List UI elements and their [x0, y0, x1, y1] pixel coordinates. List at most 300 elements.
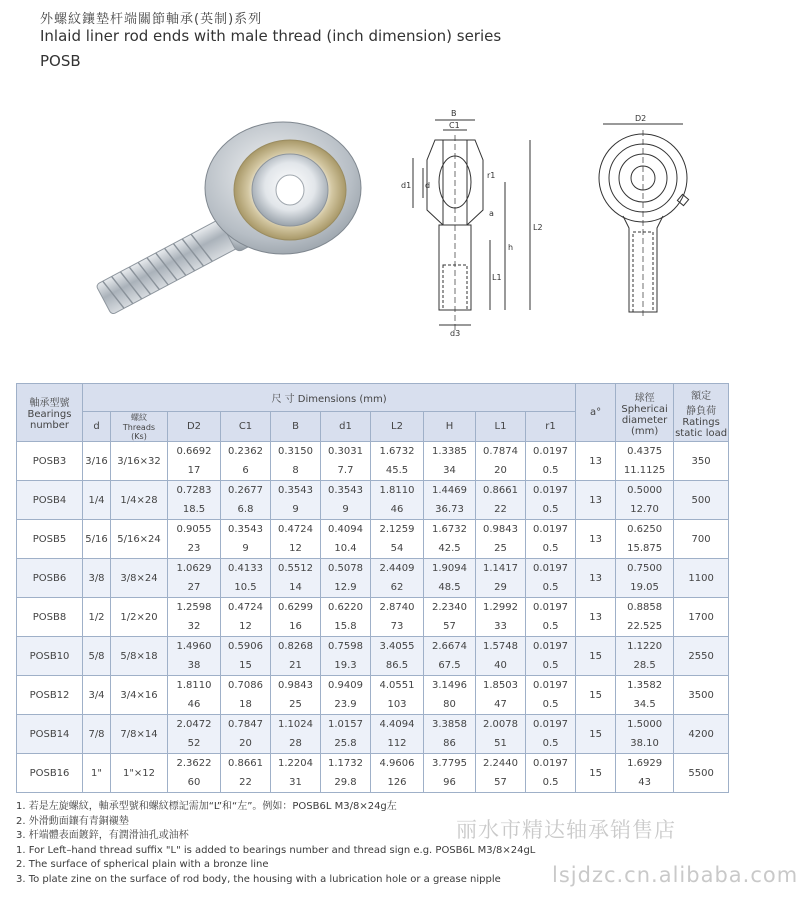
value-mm: 126 — [387, 777, 407, 788]
cell-spherical-diameter — [616, 676, 674, 715]
value-inch: 0.3543 — [278, 485, 313, 496]
value-mm: 60 — [187, 777, 201, 788]
cell-c1 — [221, 442, 271, 481]
cell-spherical-diameter — [616, 442, 674, 481]
dim-label-c1: C1 — [449, 121, 460, 130]
value-inch: 1.8110 — [379, 485, 415, 496]
value-mm: 12.9 — [334, 582, 357, 593]
value-inch: 2.6674 — [432, 641, 467, 652]
cell-c1 — [221, 676, 271, 715]
cell-thread: 5/8×18 — [111, 637, 168, 676]
cell-spherical-diameter — [616, 637, 674, 676]
cell-model: POSB16 — [17, 754, 83, 793]
cell-b — [271, 637, 321, 676]
cell-r1 — [526, 715, 576, 754]
cell-l2 — [371, 598, 424, 637]
cell-r1 — [526, 442, 576, 481]
value-mm: 33 — [494, 621, 507, 632]
note-en-1: 1. For Left–hand thread suffix "L" is added to bearings number and thread sign e.g. POSB6L M3/8×24gL — [16, 844, 536, 856]
cell-model: POSB5 — [17, 520, 83, 559]
cell-d: 5/8 — [83, 637, 111, 676]
cell-thread: 1"×12 — [111, 754, 168, 793]
value-mm: 10.5 — [234, 582, 257, 593]
cell-static-load: 700 — [674, 520, 729, 559]
value-mm: 27 — [187, 582, 201, 593]
value-mm: 12.70 — [630, 504, 659, 515]
value-mm: 96 — [443, 777, 456, 788]
value-mm: 29 — [494, 582, 507, 593]
cell-d1 — [321, 442, 371, 481]
cell-h — [424, 520, 476, 559]
cell-static-load: 1100 — [674, 559, 729, 598]
cell-d: 7/8 — [83, 715, 111, 754]
cell-static-load: 1700 — [674, 598, 729, 637]
value-inch: 4.4094 — [379, 719, 415, 730]
value-inch: 1.3582 — [627, 680, 663, 691]
cell-r1 — [526, 559, 576, 598]
cell-angle: 13 — [576, 520, 616, 559]
value-inch: 1.4469 — [432, 485, 467, 496]
cell-b — [271, 598, 321, 637]
cell-r1 — [526, 481, 576, 520]
value-inch: 2.1259 — [379, 524, 415, 535]
value-mm: 25 — [494, 543, 507, 554]
cell-d2 — [168, 481, 221, 520]
value-inch: 0.7283 — [176, 485, 212, 496]
cell-d2 — [168, 520, 221, 559]
value-inch: 2.3622 — [176, 758, 212, 769]
cell-d2 — [168, 676, 221, 715]
value-mm: 86.5 — [385, 660, 409, 671]
watermark-url: lsjdzc.cn.alibaba.com — [552, 863, 798, 887]
cell-r1 — [526, 520, 576, 559]
value-inch: 3.3858 — [432, 719, 467, 730]
value-inch: 1.3385 — [432, 446, 467, 457]
value-inch: 0.9409 — [328, 680, 363, 691]
value-mm: 23 — [187, 543, 201, 554]
cell-static-load: 2550 — [674, 637, 729, 676]
value-inch: 3.7795 — [432, 758, 467, 769]
cell-b — [271, 754, 321, 793]
value-mm: 18.5 — [182, 504, 206, 515]
value-mm: 15.8 — [334, 621, 357, 632]
cell-thread: 5/16×24 — [111, 520, 168, 559]
value-mm: 52 — [187, 738, 201, 749]
cell-model: POSB8 — [17, 598, 83, 637]
table-row — [17, 637, 729, 676]
value-mm: 22 — [239, 777, 252, 788]
value-inch: 1.4960 — [176, 641, 212, 652]
note-cn-2: 2. 外滑動面鑲有青銅襯墊 — [16, 815, 129, 827]
value-mm: 25.8 — [334, 738, 357, 749]
cell-d: 1/4 — [83, 481, 111, 520]
value-mm: 62 — [390, 582, 404, 593]
value-mm: 80 — [443, 699, 456, 710]
cell-l1 — [476, 559, 526, 598]
cell-c1 — [221, 715, 271, 754]
cell-d1 — [321, 715, 371, 754]
cell-l2 — [371, 481, 424, 520]
cell-thread: 1/4×28 — [111, 481, 168, 520]
value-inch: 1.1220 — [627, 641, 663, 652]
value-mm: 9 — [342, 504, 349, 515]
value-inch: 0.4375 — [627, 446, 663, 457]
cell-h — [424, 676, 476, 715]
cell-c1 — [221, 520, 271, 559]
cell-l2 — [371, 637, 424, 676]
cell-static-load: 4200 — [674, 715, 729, 754]
value-inch: 1.2598 — [176, 602, 212, 613]
cell-l1 — [476, 481, 526, 520]
cell-d1 — [321, 637, 371, 676]
cell-angle: 15 — [576, 637, 616, 676]
header-spherical-diameter: 球徑 Sphericai diameter (mm) — [616, 384, 674, 442]
value-mm: 0.5 — [542, 504, 559, 515]
value-mm: 29.8 — [334, 777, 357, 788]
value-mm: 11.1125 — [623, 465, 666, 476]
value-mm: 112 — [387, 738, 407, 749]
value-mm: 46 — [390, 504, 404, 515]
value-mm: 23.9 — [334, 699, 357, 710]
cell-d2 — [168, 559, 221, 598]
subheader-r1: r1 — [526, 412, 576, 442]
value-inch: 0.6299 — [278, 602, 313, 613]
cell-h — [424, 559, 476, 598]
value-mm: 31 — [289, 777, 302, 788]
value-mm: 20 — [239, 738, 252, 749]
value-mm: 0.5 — [542, 660, 559, 671]
cell-d2 — [168, 754, 221, 793]
cell-d: 3/4 — [83, 676, 111, 715]
cell-thread: 7/8×14 — [111, 715, 168, 754]
cell-l1 — [476, 598, 526, 637]
cell-r1 — [526, 637, 576, 676]
value-mm: 9 — [242, 543, 249, 554]
value-inch: 0.2362 — [228, 446, 263, 457]
value-mm: 9 — [292, 504, 299, 515]
cell-c1 — [221, 559, 271, 598]
value-mm: 36.73 — [435, 504, 464, 515]
subheader-l1: L1 — [476, 412, 526, 442]
cell-model: POSB14 — [17, 715, 83, 754]
value-inch: 2.0078 — [483, 719, 518, 730]
value-inch: 0.0197 — [533, 719, 569, 730]
value-inch: 0.8858 — [627, 602, 663, 613]
side-view-drawing — [395, 100, 555, 340]
value-mm: 54 — [390, 543, 404, 554]
header-bearing-number: 軸承型號 Bearings number — [17, 384, 83, 442]
cell-angle: 15 — [576, 676, 616, 715]
cell-angle: 13 — [576, 481, 616, 520]
value-mm: 0.5 — [542, 465, 559, 476]
value-mm: 6 — [242, 465, 249, 476]
value-mm: 40 — [494, 660, 507, 671]
value-mm: 32 — [187, 621, 201, 632]
cell-d2 — [168, 715, 221, 754]
value-mm: 6.8 — [237, 504, 254, 515]
cell-angle: 13 — [576, 598, 616, 637]
value-mm: 28.5 — [633, 660, 656, 671]
value-mm: 15 — [239, 660, 252, 671]
subheader-b: B — [271, 412, 321, 442]
subheader-d2: D2 — [168, 412, 221, 442]
cell-c1 — [221, 598, 271, 637]
cell-spherical-diameter — [616, 481, 674, 520]
value-inch: 0.7500 — [627, 563, 663, 574]
note-en-3: 3. To plate zine on the surface of rod body, the housing with a lubrication hole or a grease nipple — [16, 873, 501, 885]
title-english: Inlaid liner rod ends with male thread (inch dimension) series — [40, 27, 502, 45]
value-inch: 0.3543 — [228, 524, 263, 535]
value-mm: 12 — [239, 621, 252, 632]
value-mm: 7.7 — [337, 465, 354, 476]
value-inch: 0.0197 — [533, 602, 569, 613]
cell-l2 — [371, 676, 424, 715]
value-inch: 0.5000 — [627, 485, 663, 496]
value-inch: 0.9843 — [278, 680, 313, 691]
subheader-d: d — [83, 412, 111, 442]
subheader-c1: C1 — [221, 412, 271, 442]
table-row — [17, 481, 729, 520]
value-mm: 86 — [443, 738, 456, 749]
cell-c1 — [221, 481, 271, 520]
value-mm: 16 — [289, 621, 302, 632]
value-mm: 21 — [289, 660, 302, 671]
value-inch: 0.6692 — [176, 446, 212, 457]
cell-l2 — [371, 559, 424, 598]
dim-label-r1: r1 — [487, 171, 496, 180]
value-inch: 0.4724 — [228, 602, 263, 613]
value-inch: 1.0157 — [328, 719, 363, 730]
value-inch: 0.6250 — [627, 524, 663, 535]
cell-d: 1" — [83, 754, 111, 793]
value-mm: 34 — [443, 465, 456, 476]
title-chinese: 外螺紋鑲墊杆端關節軸承(英制)系列 — [40, 12, 263, 27]
value-mm: 43 — [638, 777, 651, 788]
value-mm: 45.5 — [385, 465, 409, 476]
value-inch: 1.6929 — [627, 758, 663, 769]
value-inch: 0.0197 — [533, 563, 569, 574]
value-mm: 18 — [239, 699, 252, 710]
value-inch: 1.5748 — [483, 641, 518, 652]
value-inch: 0.9055 — [176, 524, 212, 535]
cell-c1 — [221, 637, 271, 676]
value-inch: 0.8661 — [483, 485, 518, 496]
cell-l2 — [371, 442, 424, 481]
value-inch: 4.9606 — [379, 758, 415, 769]
cell-model: POSB6 — [17, 559, 83, 598]
value-inch: 4.0551 — [379, 680, 415, 691]
cell-b — [271, 481, 321, 520]
value-inch: 2.2440 — [483, 758, 518, 769]
cell-spherical-diameter — [616, 598, 674, 637]
cell-l1 — [476, 715, 526, 754]
cell-b — [271, 442, 321, 481]
cell-l1 — [476, 637, 526, 676]
value-inch: 1.8503 — [483, 680, 518, 691]
value-mm: 103 — [387, 699, 407, 710]
dim-label-h: h — [508, 243, 514, 252]
value-inch: 0.5512 — [278, 563, 313, 574]
value-inch: 0.7847 — [228, 719, 263, 730]
value-inch: 0.7598 — [328, 641, 363, 652]
value-mm: 0.5 — [542, 777, 559, 788]
value-inch: 0.3543 — [328, 485, 363, 496]
cell-static-load: 350 — [674, 442, 729, 481]
value-inch: 1.2992 — [483, 602, 518, 613]
value-mm: 51 — [494, 738, 507, 749]
cell-thread: 1/2×20 — [111, 598, 168, 637]
value-inch: 1.1024 — [278, 719, 313, 730]
value-mm: 25 — [289, 699, 302, 710]
cell-h — [424, 754, 476, 793]
value-inch: 0.4133 — [228, 563, 263, 574]
cell-d1 — [321, 481, 371, 520]
value-mm: 22.525 — [627, 621, 663, 632]
dim-label-l1: L1 — [492, 273, 502, 282]
value-inch: 0.0197 — [533, 524, 569, 535]
value-mm: 19.05 — [630, 582, 659, 593]
cell-d2 — [168, 637, 221, 676]
value-mm: 0.5 — [542, 582, 559, 593]
dim-label-d3: d3 — [450, 329, 461, 338]
product-photo — [78, 118, 378, 318]
value-mm: 38 — [187, 660, 201, 671]
cell-h — [424, 481, 476, 520]
value-inch: 0.8661 — [228, 758, 263, 769]
cell-angle: 13 — [576, 559, 616, 598]
cell-d2 — [168, 598, 221, 637]
value-mm: 42.5 — [438, 543, 461, 554]
cell-thread: 3/8×24 — [111, 559, 168, 598]
value-inch: 0.5078 — [328, 563, 363, 574]
cell-angle: 15 — [576, 715, 616, 754]
cell-l2 — [371, 715, 424, 754]
dim-label-d2: D2 — [635, 114, 647, 123]
subheader-h: H — [424, 412, 476, 442]
value-mm: 48.5 — [438, 582, 461, 593]
cell-l2 — [371, 754, 424, 793]
cell-d1 — [321, 676, 371, 715]
table-row — [17, 598, 729, 637]
value-mm: 34.5 — [633, 699, 656, 710]
table-row — [17, 520, 729, 559]
cell-l1 — [476, 676, 526, 715]
subheader-l2: L2 — [371, 412, 424, 442]
cell-spherical-diameter — [616, 754, 674, 793]
cell-d: 5/16 — [83, 520, 111, 559]
value-mm: 17 — [187, 465, 201, 476]
cell-d2 — [168, 442, 221, 481]
value-inch: 3.4055 — [379, 641, 415, 652]
value-inch: 0.5906 — [228, 641, 263, 652]
value-inch: 0.6220 — [328, 602, 363, 613]
cell-d: 1/2 — [83, 598, 111, 637]
front-view-drawing — [575, 112, 715, 322]
cell-d1 — [321, 598, 371, 637]
dim-label-b: B — [451, 109, 457, 118]
cell-r1 — [526, 754, 576, 793]
dim-label-d1: d1 — [401, 181, 412, 190]
cell-l1 — [476, 754, 526, 793]
value-inch: 1.5000 — [627, 719, 663, 730]
value-mm: 46 — [187, 699, 201, 710]
value-mm: 47 — [494, 699, 507, 710]
cell-c1 — [221, 754, 271, 793]
value-inch: 2.2340 — [432, 602, 467, 613]
cell-r1 — [526, 598, 576, 637]
table-row — [17, 754, 729, 793]
subheader-d1: d1 — [321, 412, 371, 442]
cell-h — [424, 715, 476, 754]
subheader-threads: 螺紋 Threads (Ks) — [111, 412, 168, 442]
dim-label-d: d — [425, 181, 431, 190]
cell-angle: 13 — [576, 442, 616, 481]
value-mm: 20 — [494, 465, 507, 476]
value-inch: 2.0472 — [176, 719, 212, 730]
value-mm: 15.875 — [627, 543, 663, 554]
cell-angle: 15 — [576, 754, 616, 793]
value-mm: 67.5 — [438, 660, 461, 671]
cell-d: 3/8 — [83, 559, 111, 598]
cell-b — [271, 520, 321, 559]
value-inch: 1.8110 — [176, 680, 212, 691]
dim-label-a: a — [489, 209, 494, 218]
value-inch: 0.0197 — [533, 758, 569, 769]
cell-spherical-diameter — [616, 520, 674, 559]
cell-h — [424, 598, 476, 637]
cell-static-load: 500 — [674, 481, 729, 520]
value-mm: 14 — [289, 582, 302, 593]
value-inch: 1.2204 — [278, 758, 313, 769]
value-inch: 0.0197 — [533, 446, 569, 457]
cell-d: 3/16 — [83, 442, 111, 481]
value-inch: 0.7874 — [483, 446, 518, 457]
cell-model: POSB12 — [17, 676, 83, 715]
value-inch: 1.1732 — [328, 758, 363, 769]
cell-spherical-diameter — [616, 559, 674, 598]
value-mm: 0.5 — [542, 543, 559, 554]
value-mm: 0.5 — [542, 699, 559, 710]
cell-spherical-diameter — [616, 715, 674, 754]
value-mm: 19.3 — [334, 660, 357, 671]
value-inch: 2.8740 — [379, 602, 415, 613]
value-inch: 1.6732 — [432, 524, 467, 535]
value-inch: 0.7086 — [228, 680, 263, 691]
cell-thread: 3/16×32 — [111, 442, 168, 481]
table-row — [17, 715, 729, 754]
value-mm: 57 — [494, 777, 507, 788]
header-angle: a° — [576, 384, 616, 442]
cell-thread: 3/4×16 — [111, 676, 168, 715]
value-inch: 0.3031 — [328, 446, 363, 457]
table-row — [17, 676, 729, 715]
value-inch: 0.0197 — [533, 641, 569, 652]
value-mm: 57 — [443, 621, 456, 632]
value-inch: 3.1496 — [432, 680, 467, 691]
header-static-load: 額定 静負荷 Ratings static load — [674, 384, 729, 442]
cell-static-load: 3500 — [674, 676, 729, 715]
note-en-2: 2. The surface of spherical plain with a bronze line — [16, 859, 269, 870]
cell-model: POSB4 — [17, 481, 83, 520]
table-row — [17, 559, 729, 598]
value-inch: 1.9094 — [432, 563, 467, 574]
cell-b — [271, 559, 321, 598]
value-inch: 0.0197 — [533, 680, 569, 691]
cell-r1 — [526, 676, 576, 715]
cell-b — [271, 676, 321, 715]
value-inch: 0.8268 — [278, 641, 313, 652]
value-inch: 1.6732 — [379, 446, 415, 457]
